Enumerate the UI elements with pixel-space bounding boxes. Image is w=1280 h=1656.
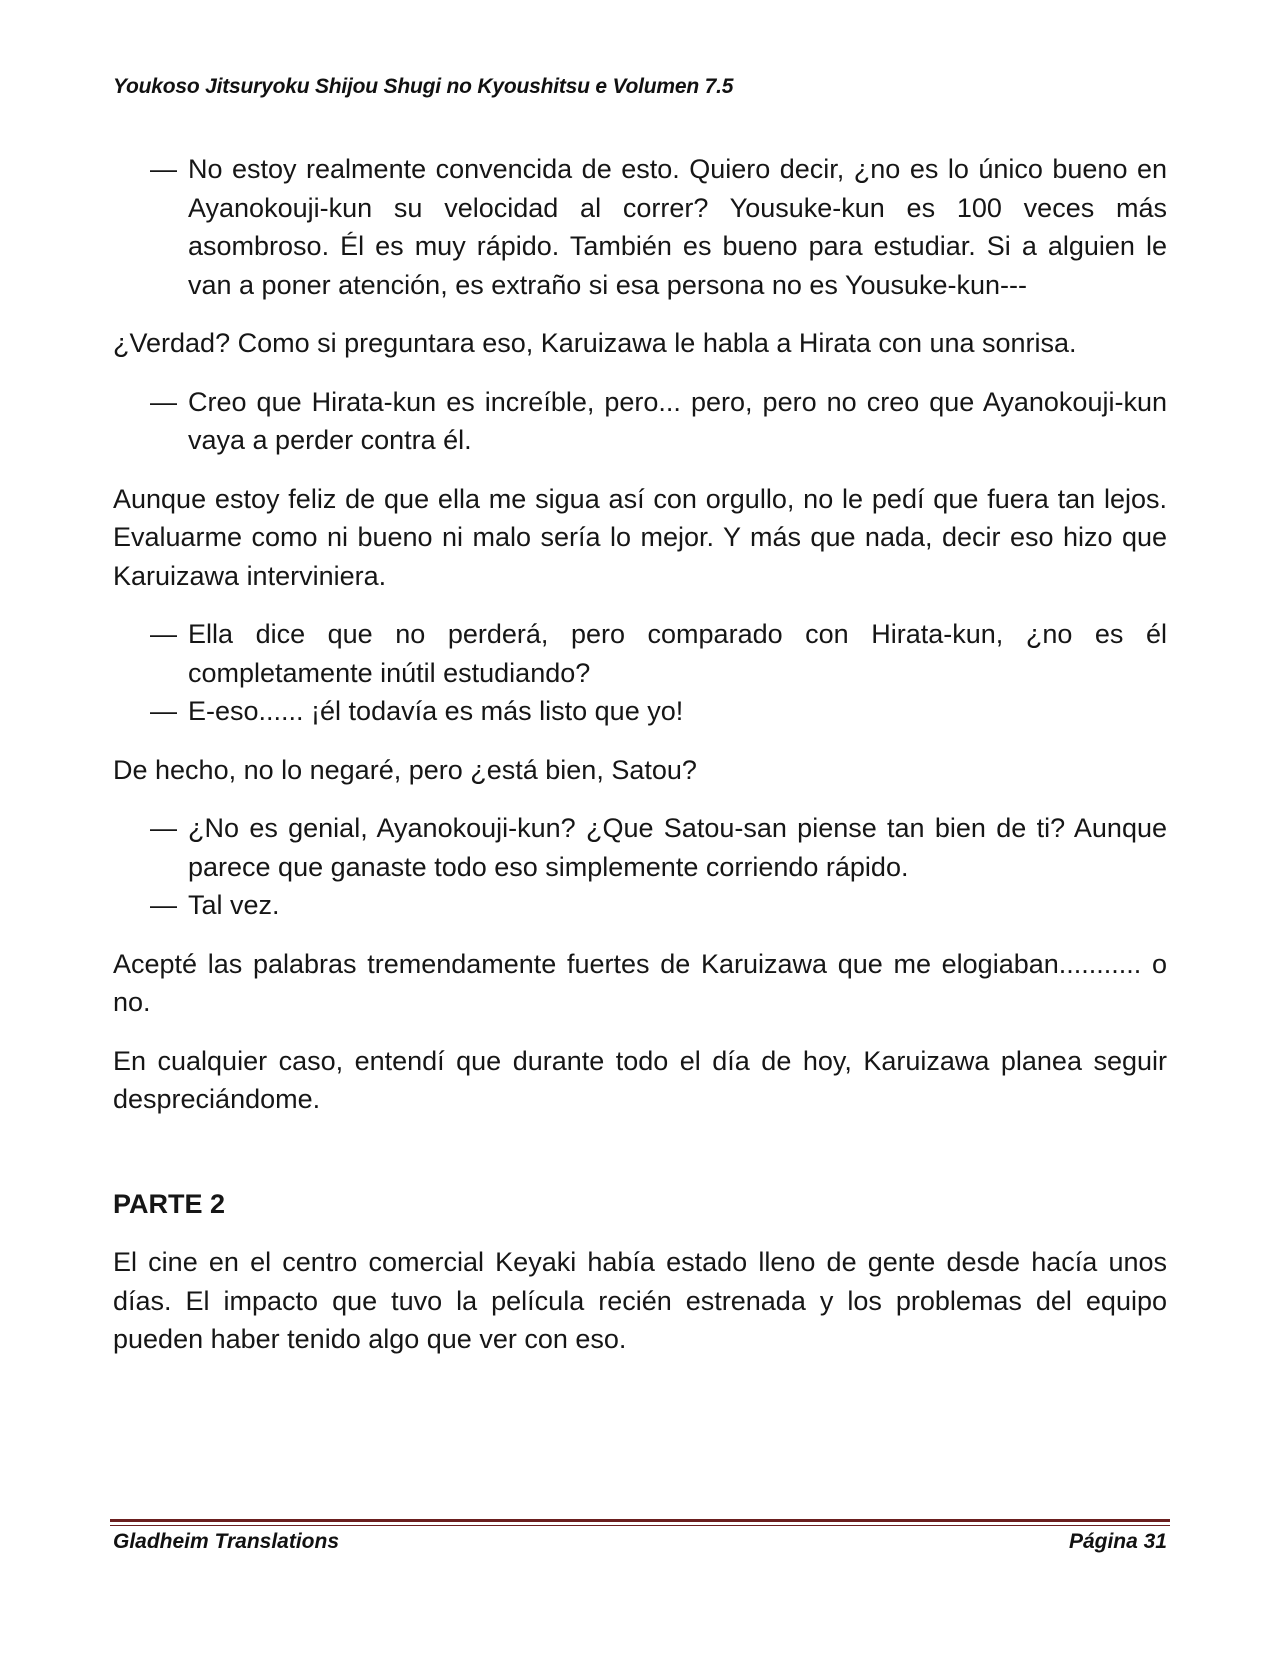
running-header: Youkoso Jitsuryoku Shijou Shugi no Kyoushitsu e Volumen 7.5 [113,75,734,98]
section-heading: PARTE 2 [113,1188,226,1219]
page-number: Página 31 [1068,1530,1167,1553]
paragraph: El cine en el centro comercial Keyaki había estado lleno de gente desde hacía unos días. El impacto que tuvo la película recién estrenada y los problemas del equipo pueden haber tenido algo que ver con eso. [113,1247,1167,1354]
paragraph: ¿Verdad? Como si preguntara eso, Karuizawa le habla a Hirata con una sonrisa. [113,328,1077,358]
footer-publisher: Gladheim Translations [113,1530,340,1553]
dialogue-dash: — [150,386,177,417]
paragraph: Acepté las palabras tremendamente fuertes de Karuizawa que me elogiaban........... o no. [113,948,1167,1017]
paragraph: Aunque estoy feliz de que ella me sigua así con orgullo, no le pedí que fuera tan lejos. Evaluarme como ni bueno ni malo sería lo mejor. Y más que nada, decir eso hizo que Karuizawa interviniera. [113,483,1167,591]
dialogue-line: ¿No es genial, Ayanokouji-kun? ¿Que Satou-san piense tan bien de ti? Aunque parece que ganaste todo eso simplemente corriendo rápido. [188,813,1167,882]
dialogue-block [113,615,1167,731]
dialogue-dash: — [150,154,177,184]
dialogue-line: Tal vez. [188,890,280,920]
footer-rule [110,1519,1170,1522]
dialogue-dash: — [150,813,177,843]
dialogue-block [113,150,1167,304]
dialogue-block [113,383,1167,460]
dialogue-dash: — [150,619,177,649]
footer-rule-thin [110,1525,1170,1526]
dialogue-line: No estoy realmente convencida de esto. Quiero decir, ¿no es lo único bueno en Ayanokouji-kun su velocidad al correr? Yousuke-kun es 100 veces más asombroso. Él es muy rápido. También es bueno para estudiar. Si a alguien le van a poner atención, es extraño si esa persona no es Yousuke-kun--- [188,154,1167,300]
dialogue-dash: — [150,890,177,920]
page-body [113,150,1167,1379]
dialogue-line: E-eso...... ¡él todavía es más listo que yo! [188,696,684,726]
paragraph: De hecho, no lo negaré, pero ¿está bien, Satou? [113,754,697,785]
dialogue-block [113,809,1167,925]
paragraph: En cualquier caso, entendí que durante todo el día de hoy, Karuizawa planea seguir despreciándome. [113,1045,1167,1114]
dialogue-dash: — [150,696,177,726]
dialogue-line: Ella dice que no perderá, pero comparado con Hirata-kun, ¿no es él completamente inútil estudiando? [188,619,1167,688]
dialogue-line: Creo que Hirata-kun es increíble, pero... pero, pero no creo que Ayanokouji-kun vaya a perder contra él. [188,386,1167,455]
